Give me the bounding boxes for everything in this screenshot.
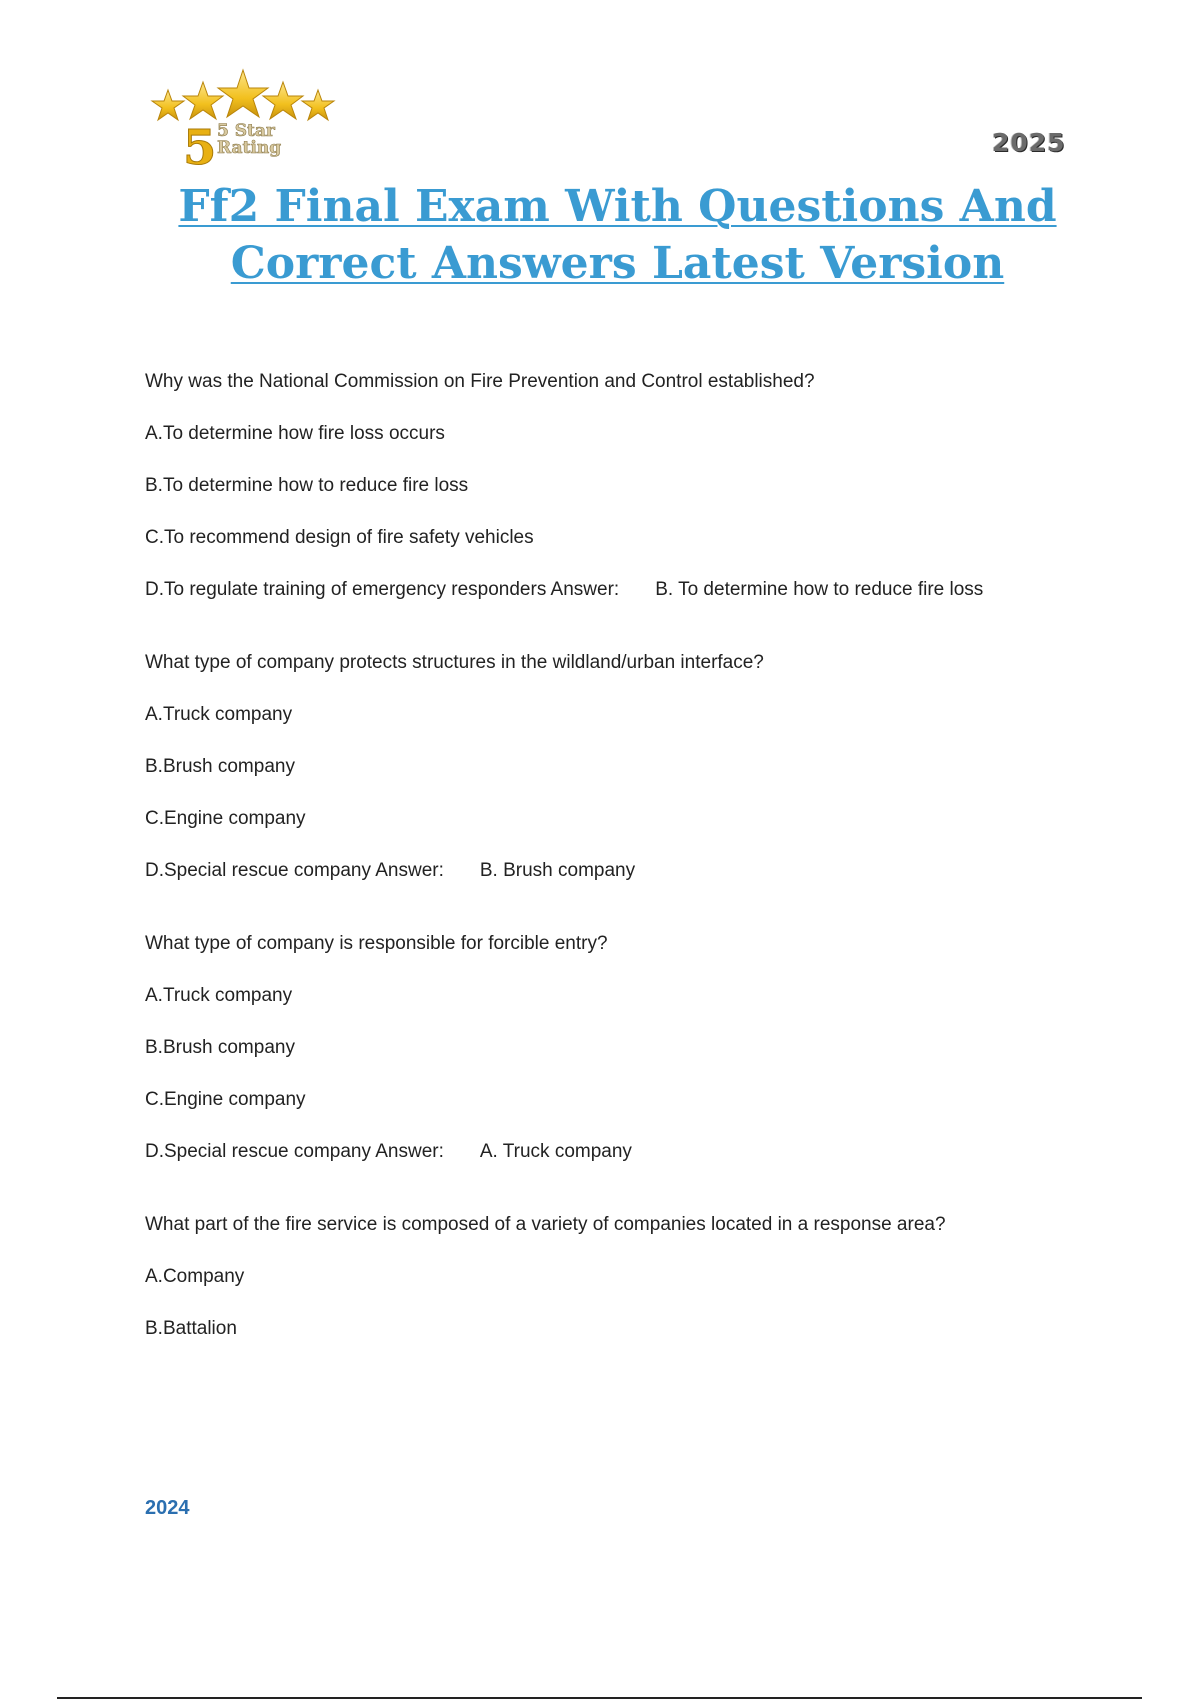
option-b: B.Brush company xyxy=(145,756,295,777)
option-c: C.Engine company xyxy=(145,808,306,829)
answer-text: B. To determine how to reduce fire loss xyxy=(655,579,984,600)
option-a: A.Truck company xyxy=(145,985,293,1006)
footer-year: 2024 xyxy=(145,1497,190,1519)
svg-text:5: 5 xyxy=(183,120,217,176)
question-text: Why was the National Commission on Fire Prevention and Control established? xyxy=(145,371,815,392)
question-text: What type of company is responsible for forcible entry? xyxy=(145,933,608,954)
option-d: D.Special rescue company Answer: xyxy=(145,860,444,881)
logo-text: 5 Star Rating xyxy=(217,121,282,158)
answer-text: B. Brush company xyxy=(479,860,636,881)
year-badge: 2025 xyxy=(992,128,1066,157)
option-a: A.Company xyxy=(145,1266,245,1287)
option-b: B.Battalion xyxy=(145,1318,237,1339)
option-d-with-answer xyxy=(145,859,1095,882)
option-a: A.Truck company xyxy=(145,704,293,725)
question-list xyxy=(145,370,1095,1390)
option-b: B.Brush company xyxy=(145,1037,295,1058)
option-a: A.To determine how fire loss occurs xyxy=(145,423,445,444)
page-divider xyxy=(57,1697,1142,1699)
question-block-4 xyxy=(145,1213,1095,1340)
option-d: D.To regulate training of emergency responders Answer: xyxy=(145,579,620,600)
question-text: What type of company protects structures in the wildland/urban interface? xyxy=(145,652,764,673)
question-block-2 xyxy=(145,651,1095,882)
option-d-with-answer xyxy=(145,578,1095,601)
five-star-rating-logo xyxy=(143,68,353,178)
option-c: C.To recommend design of fire safety vehicles xyxy=(145,527,534,548)
document-title: Ff2 Final Exam With Questions And Correct Answers Latest Version xyxy=(178,181,1057,289)
question-block-1 xyxy=(145,370,1095,601)
answer-text: A. Truck company xyxy=(479,1141,632,1162)
option-d-with-answer xyxy=(145,1140,1095,1163)
option-d: D.Special rescue company Answer: xyxy=(145,1141,444,1162)
question-block-3 xyxy=(145,932,1095,1163)
option-b: B.To determine how to reduce fire loss xyxy=(145,475,469,496)
question-text: What part of the fire service is composed of a variety of companies located in a response area? xyxy=(145,1214,946,1235)
option-c: C.Engine company xyxy=(145,1089,306,1110)
